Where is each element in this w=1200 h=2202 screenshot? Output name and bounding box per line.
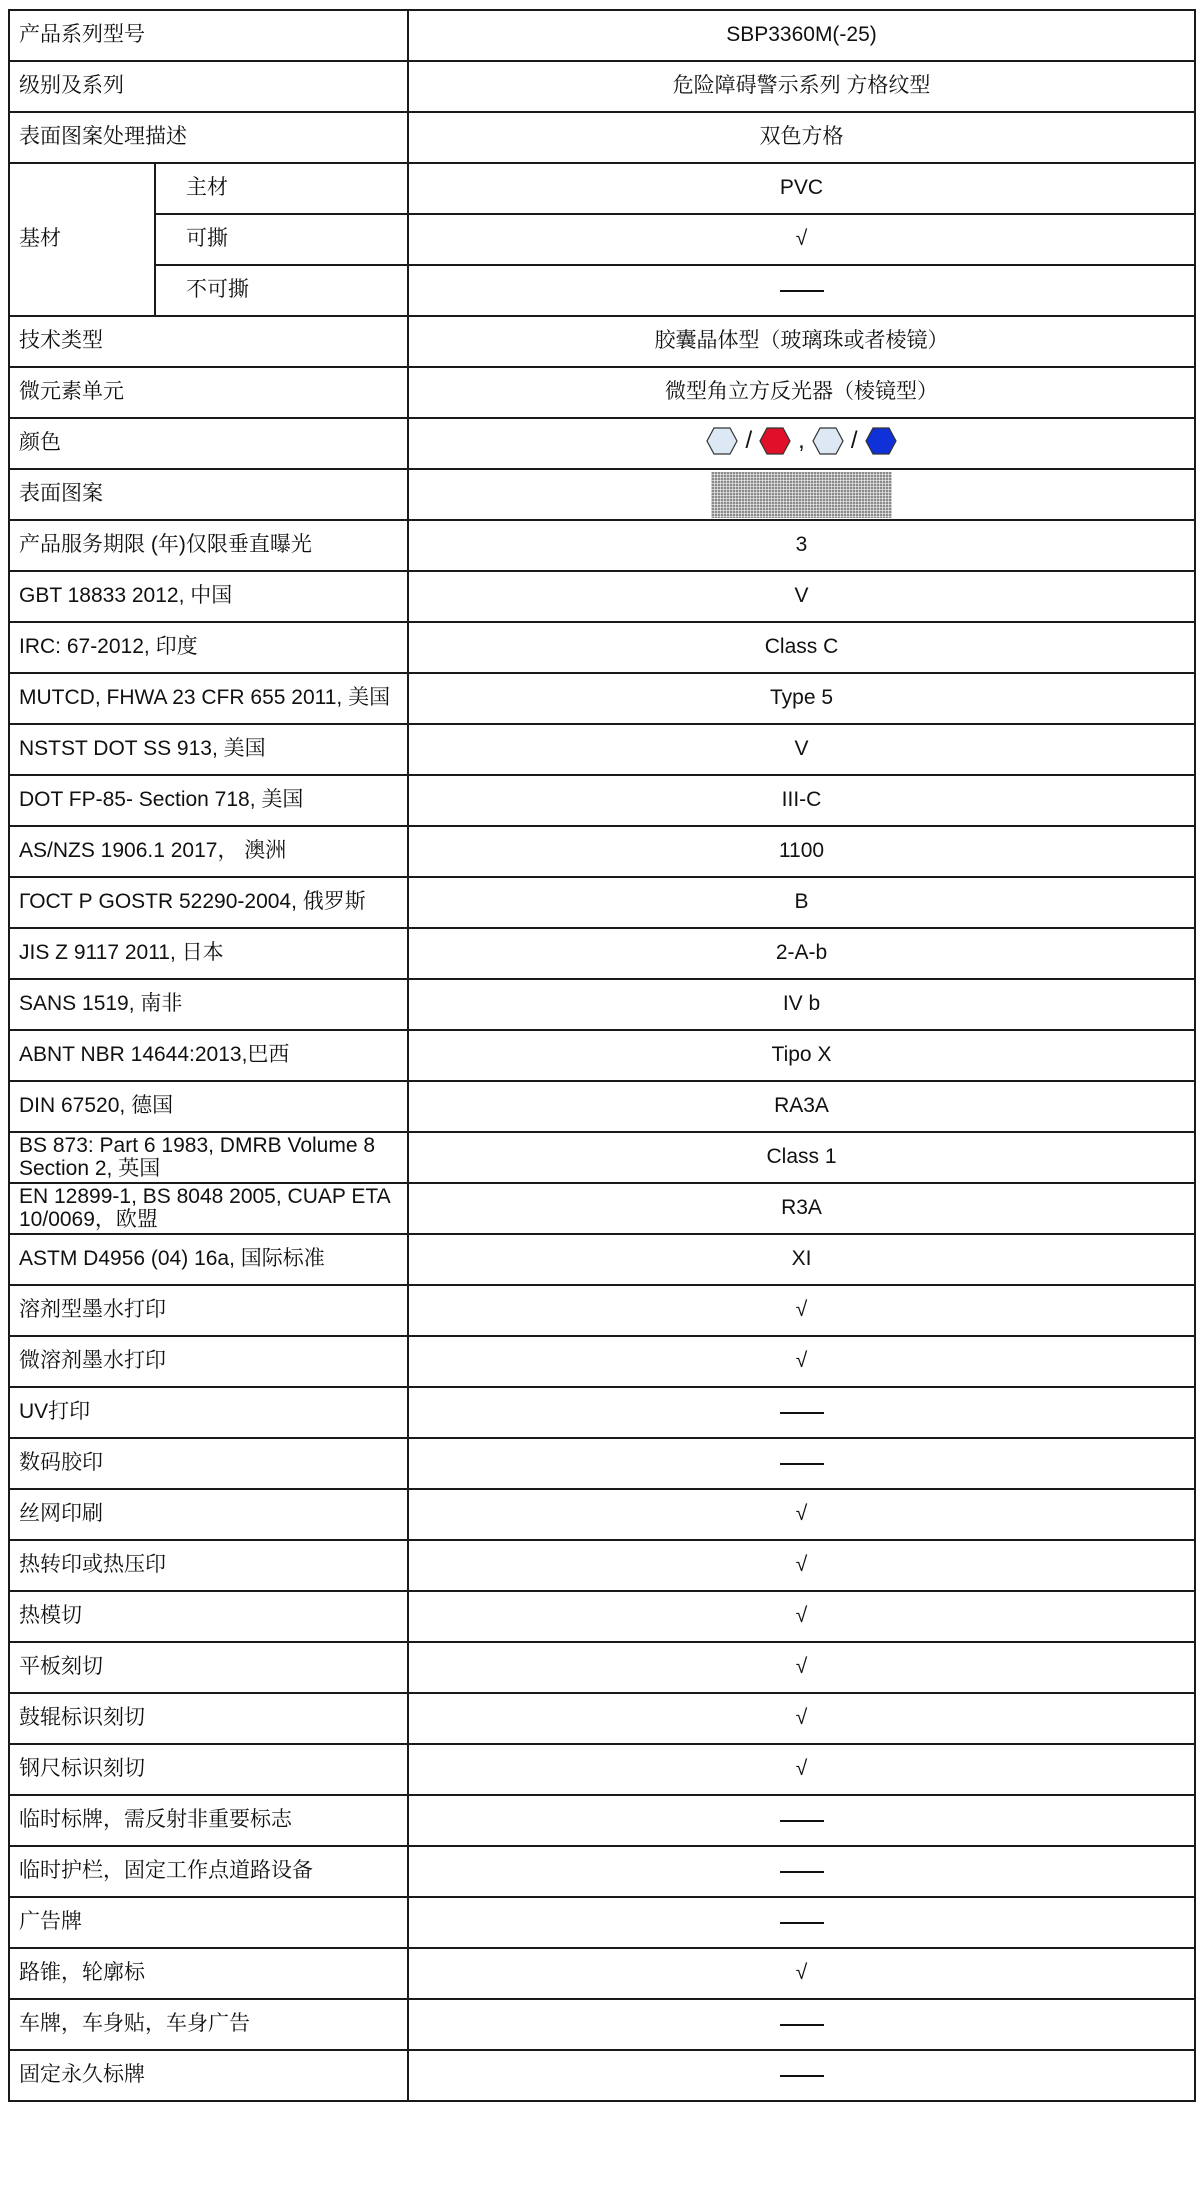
row-value: R3A — [408, 1183, 1195, 1234]
row-label: 热转印或热压印 — [9, 1540, 408, 1591]
row-value — [408, 1999, 1195, 2050]
row-label: 数码胶印 — [9, 1438, 408, 1489]
row-value: 双色方格 — [408, 112, 1195, 163]
table-row — [9, 928, 1195, 979]
row-label: 微溶剂墨水打印 — [9, 1336, 408, 1387]
row-label: JIS Z 9117 2011, 日本 — [9, 928, 408, 979]
surface-pattern-cell — [408, 469, 1195, 520]
table-row — [9, 1081, 1195, 1132]
row-label: 级别及系列 — [9, 61, 408, 112]
dash-mark — [780, 1463, 824, 1465]
row-label: 钢尺标识刻切 — [9, 1744, 408, 1795]
row-label: 平板刻切 — [9, 1642, 408, 1693]
row-label: 微元素单元 — [9, 367, 408, 418]
row-value: SBP3360M(-25) — [408, 10, 1195, 61]
row-value: √ — [408, 1948, 1195, 1999]
row-value: 3 — [408, 520, 1195, 571]
table-row — [9, 214, 1195, 265]
table-row — [9, 1693, 1195, 1744]
row-label: DIN 67520, 德国 — [9, 1081, 408, 1132]
table-row — [9, 1030, 1195, 1081]
table-row — [9, 1234, 1195, 1285]
table-row — [9, 622, 1195, 673]
table-row — [9, 1744, 1195, 1795]
row-label: 表面图案处理描述 — [9, 112, 408, 163]
separator: , — [798, 427, 805, 455]
row-value: IV b — [408, 979, 1195, 1030]
row-value — [408, 1897, 1195, 1948]
table-row — [9, 112, 1195, 163]
row-value: V — [408, 724, 1195, 775]
row-value: V — [408, 571, 1195, 622]
dash-mark — [780, 1412, 824, 1414]
table-row — [9, 1795, 1195, 1846]
table-row — [9, 1591, 1195, 1642]
row-label: 丝网印刷 — [9, 1489, 408, 1540]
dash-mark — [780, 290, 824, 292]
row-label: 热模切 — [9, 1591, 408, 1642]
row-value: √ — [408, 1693, 1195, 1744]
spec-table — [8, 9, 1196, 2102]
dash-mark — [780, 1871, 824, 1873]
table-row — [9, 1948, 1195, 1999]
table-row — [9, 367, 1195, 418]
hexagon-icon — [811, 426, 845, 456]
table-row — [9, 1540, 1195, 1591]
row-label: GBT 18833 2012, 中国 — [9, 571, 408, 622]
row-label: UV打印 — [9, 1387, 408, 1438]
row-value: 危险障碍警示系列 方格纹型 — [408, 61, 1195, 112]
row-value: B — [408, 877, 1195, 928]
table-row — [9, 1336, 1195, 1387]
row-value: PVC — [408, 163, 1195, 214]
surface-pattern-swatch — [711, 472, 892, 518]
row-label: 临时护栏，固定工作点道路设备 — [9, 1846, 408, 1897]
row-value — [408, 1387, 1195, 1438]
row-label: IRC: 67-2012, 印度 — [9, 622, 408, 673]
row-value: 1100 — [408, 826, 1195, 877]
row-value: III-C — [408, 775, 1195, 826]
hexagon-icon — [705, 426, 739, 456]
row-label: 车牌，车身贴，车身广告 — [9, 1999, 408, 2050]
table-row — [9, 520, 1195, 571]
table-row — [9, 1183, 1195, 1234]
hexagon-icon — [758, 426, 792, 456]
table-row — [9, 1846, 1195, 1897]
color-swatches-cell — [408, 418, 1195, 469]
row-value: √ — [408, 1591, 1195, 1642]
substrate-label: 基材 — [9, 163, 155, 316]
separator: / — [850, 427, 858, 455]
table-row — [9, 979, 1195, 1030]
table-row — [9, 673, 1195, 724]
color-swatches — [705, 426, 897, 456]
row-label: DOT FP-85- Section 718, 美国 — [9, 775, 408, 826]
row-label: 产品服务期限 (年)仅限垂直曝光 — [9, 520, 408, 571]
row-value: √ — [408, 1744, 1195, 1795]
row-value — [408, 2050, 1195, 2101]
table-row — [9, 571, 1195, 622]
row-label: ГОСТ Р GOSTR 52290-2004, 俄罗斯 — [9, 877, 408, 928]
row-value: √ — [408, 1540, 1195, 1591]
row-value — [408, 1438, 1195, 1489]
row-label: 表面图案 — [9, 469, 408, 520]
table-row — [9, 775, 1195, 826]
table-row — [9, 61, 1195, 112]
row-value: √ — [408, 1336, 1195, 1387]
row-value — [408, 1795, 1195, 1846]
dash-mark — [780, 1820, 824, 1822]
row-label: NSTST DOT SS 913, 美国 — [9, 724, 408, 775]
table-row — [9, 1999, 1195, 2050]
row-value: Class C — [408, 622, 1195, 673]
row-label: SANS 1519, 南非 — [9, 979, 408, 1030]
table-row — [9, 1489, 1195, 1540]
row-value: 微型角立方反光器（棱镜型） — [408, 367, 1195, 418]
row-label: 颜色 — [9, 418, 408, 469]
row-value: Tipo X — [408, 1030, 1195, 1081]
row-value: √ — [408, 1285, 1195, 1336]
row-value: Type 5 — [408, 673, 1195, 724]
dash-mark — [780, 1922, 824, 1924]
row-label: 可撕 — [155, 214, 408, 265]
row-label: 临时标牌，需反射非重要标志 — [9, 1795, 408, 1846]
row-value: 胶囊晶体型（玻璃珠或者棱镜） — [408, 316, 1195, 367]
row-value: RA3A — [408, 1081, 1195, 1132]
table-row — [9, 469, 1195, 520]
row-value: XI — [408, 1234, 1195, 1285]
table-row — [9, 1897, 1195, 1948]
row-label: 固定永久标牌 — [9, 2050, 408, 2101]
row-value: 2-A-b — [408, 928, 1195, 979]
table-row — [9, 877, 1195, 928]
table-row — [9, 826, 1195, 877]
row-label: 产品系列型号 — [9, 10, 408, 61]
row-value: √ — [408, 1489, 1195, 1540]
row-label: 路锥，轮廓标 — [9, 1948, 408, 1999]
row-label: 不可撕 — [155, 265, 408, 316]
row-label: 主材 — [155, 163, 408, 214]
table-row — [9, 418, 1195, 469]
row-label: MUTCD, FHWA 23 CFR 655 2011, 美国 — [9, 673, 408, 724]
table-row — [9, 724, 1195, 775]
spec-table-body — [9, 10, 1195, 2101]
table-row — [9, 10, 1195, 61]
row-label: ABNT NBR 14644:2013,巴西 — [9, 1030, 408, 1081]
table-row — [9, 1438, 1195, 1489]
row-value — [408, 265, 1195, 316]
table-row — [9, 316, 1195, 367]
separator: / — [745, 427, 753, 455]
table-row — [9, 1387, 1195, 1438]
row-value: Class 1 — [408, 1132, 1195, 1183]
hexagon-icon — [864, 426, 898, 456]
row-label: AS/NZS 1906.1 2017， 澳洲 — [9, 826, 408, 877]
row-label: 鼓辊标识刻切 — [9, 1693, 408, 1744]
row-label: EN 12899-1, BS 8048 2005, CUAP ETA 10/0069，欧盟 — [9, 1183, 408, 1234]
table-row — [9, 2050, 1195, 2101]
table-row — [9, 1132, 1195, 1183]
table-row — [9, 265, 1195, 316]
row-label: BS 873: Part 6 1983, DMRB Volume 8 Section 2, 英国 — [9, 1132, 408, 1183]
row-label: ASTM D4956 (04) 16a, 国际标准 — [9, 1234, 408, 1285]
dash-mark — [780, 2024, 824, 2026]
table-row — [9, 1642, 1195, 1693]
table-row — [9, 1285, 1195, 1336]
table-row — [9, 163, 1195, 214]
row-value: √ — [408, 214, 1195, 265]
row-label: 溶剂型墨水打印 — [9, 1285, 408, 1336]
row-value: √ — [408, 1642, 1195, 1693]
row-value — [408, 1846, 1195, 1897]
row-label: 广告牌 — [9, 1897, 408, 1948]
row-label: 技术类型 — [9, 316, 408, 367]
dash-mark — [780, 2075, 824, 2077]
